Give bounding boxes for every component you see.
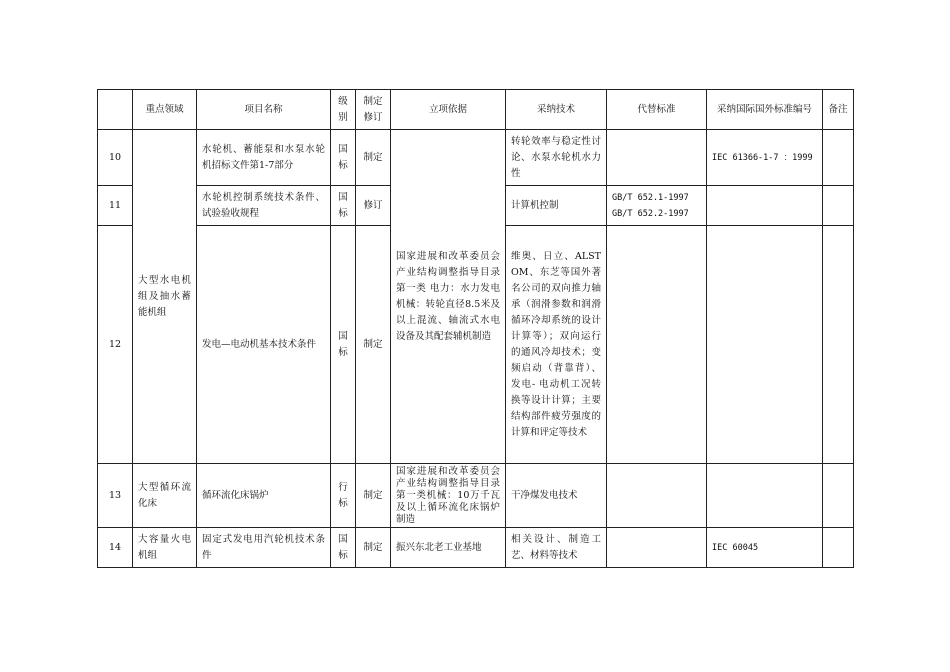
row-remark: [823, 226, 854, 464]
header-no: [98, 90, 133, 130]
table-row: [98, 528, 854, 568]
row-intl: IEC 60045: [707, 528, 823, 568]
row-remark: [823, 130, 854, 186]
row-replace: [607, 528, 707, 568]
row-basis: 振兴东北老工业基地: [391, 528, 506, 568]
header-basis: 立项依据: [391, 90, 506, 130]
row-remark: [823, 186, 854, 226]
row-intl: [707, 226, 823, 464]
row-level: 国标: [331, 528, 356, 568]
row-project: 水轮机控制系统技术条件、试验验收规程: [197, 186, 331, 226]
row-no: 14: [98, 528, 133, 568]
header-replace: 代替标准: [607, 90, 707, 130]
row-level: 行标: [331, 464, 356, 528]
row-intl: IEC 61366-1-7 ：1999: [707, 130, 823, 186]
header-project: 项目名称: [197, 90, 331, 130]
row-basis: 国家进展和改革委员会产业结构调整指导目录 第一类机械：10万千瓦及以上循环流化床锅炉制造: [391, 464, 506, 528]
row-field: 大型循环流化床: [133, 464, 197, 528]
table-header-row: [98, 90, 854, 130]
row-intl: [707, 186, 823, 226]
table-row: [98, 464, 854, 528]
row-tech: 干净煤发电技术: [506, 464, 607, 528]
row-field: 大型水电机组及抽水蓄能机组: [133, 130, 197, 464]
row-no: 12: [98, 226, 133, 464]
row-level: 国标: [331, 226, 356, 464]
row-replace: [607, 186, 707, 226]
header-remark: 备注: [823, 90, 854, 130]
row-field: 大容量火电机组: [133, 528, 197, 568]
row-remark: [823, 464, 854, 528]
row-project: 循环流化床锅炉: [197, 464, 331, 528]
row-tech: 维奥、日立、ALSTOM、东芝等国外著名公司的双向推力轴承（润滑参数和润滑循环冷却系统的设计计算等）；双向运行的通风冷却技术；变频启动（背靠背）、发电- 电动机工况转换等设计计算；主要结构部件疲劳强度的计算和评定等技术: [506, 226, 607, 464]
header-field: 重点领域: [133, 90, 197, 130]
header-level: 级别: [331, 90, 356, 130]
row-no: 13: [98, 464, 133, 528]
row-type: 修订: [356, 186, 391, 226]
row-tech: 转轮效率与稳定性讨论、水泵水轮机水力性: [506, 130, 607, 186]
row-project: 固定式发电用汽轮机技术条件: [197, 528, 331, 568]
row-replace: [607, 464, 707, 528]
row-intl: [707, 464, 823, 528]
header-type: 制定修订: [356, 90, 391, 130]
row-type: 制定: [356, 464, 391, 528]
header-tech: 采纳技术: [506, 90, 607, 130]
row-basis: 国家进展和改革委员会产业结构调整指导目录 第一类 电力：水力发电 机械：转轮直径8.5米及以上混流、轴流式水电设备及其配套辅机制造: [391, 130, 506, 464]
row-project: 水轮机、蓄能泵和水泵水轮机招标文件第1-7部分: [197, 130, 331, 186]
row-level: 国标: [331, 186, 356, 226]
row-no: 10: [98, 130, 133, 186]
table-row: [98, 130, 854, 186]
row-no: 11: [98, 186, 133, 226]
row-replace: [607, 130, 707, 186]
row-type: 制定: [356, 226, 391, 464]
row-tech: 计算机控制: [506, 186, 607, 226]
row-replace: [607, 226, 707, 464]
standards-table: [97, 89, 854, 568]
row-project: 发电—电动机基本技术条件: [197, 226, 331, 464]
replace-standard-2: GB/T 652.2-1997: [612, 208, 689, 219]
replace-standard-1: GB/T 652.1-1997: [612, 192, 689, 203]
row-tech: 相关设计、制造工艺、材料等技术: [506, 528, 607, 568]
row-remark: [823, 528, 854, 568]
header-intl: 采纳国际国外标准编号: [707, 90, 823, 130]
row-type: 制定: [356, 130, 391, 186]
row-level: 国标: [331, 130, 356, 186]
row-type: 制定: [356, 528, 391, 568]
